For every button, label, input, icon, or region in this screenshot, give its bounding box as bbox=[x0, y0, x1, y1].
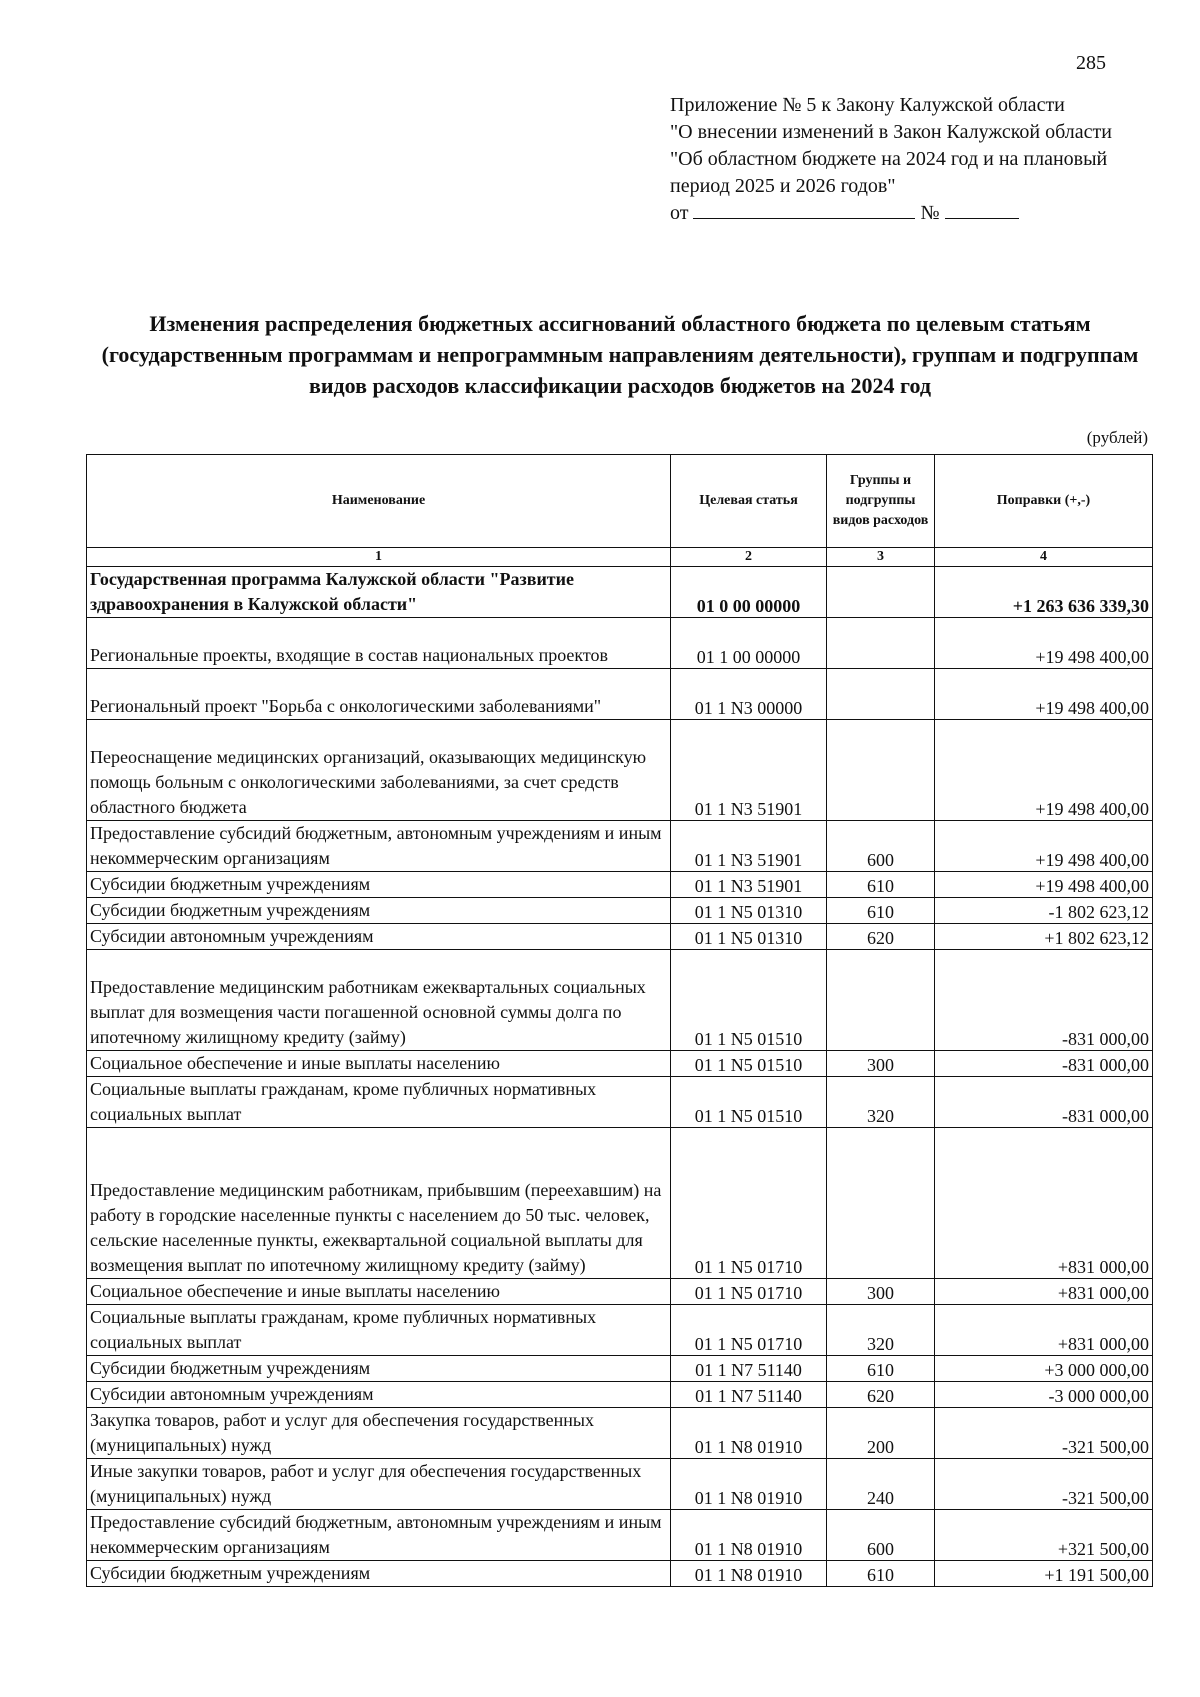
row-amount: +831 000,00 bbox=[935, 1128, 1153, 1279]
row-name: Закупка товаров, работ и услуг для обеспечения государственных (муниципальных) нужд bbox=[87, 1408, 671, 1459]
table-row bbox=[87, 1356, 1153, 1382]
row-amount: +1 191 500,00 bbox=[935, 1561, 1153, 1587]
budget-table bbox=[86, 454, 1153, 1587]
row-code: 01 1 N7 51140 bbox=[671, 1382, 827, 1408]
table-row bbox=[87, 924, 1153, 950]
row-name: Социальные выплаты гражданам, кроме публичных нормативных социальных выплат bbox=[87, 1077, 671, 1128]
row-code: 01 1 N7 51140 bbox=[671, 1356, 827, 1382]
row-name: Субсидии бюджетным учреждениям bbox=[87, 898, 671, 924]
table-row bbox=[87, 1510, 1153, 1561]
row-amount: -321 500,00 bbox=[935, 1459, 1153, 1510]
row-name: Переоснащение медицинских организаций, оказывающих медицинскую помощь больным с онкологическими заболеваниями, за счет средств областного бюджета bbox=[87, 720, 671, 821]
row-amount: -831 000,00 bbox=[935, 950, 1153, 1051]
table-row bbox=[87, 1128, 1153, 1279]
row-group: 610 bbox=[827, 898, 935, 924]
row-amount: +3 000 000,00 bbox=[935, 1356, 1153, 1382]
header-group: Группы и подгруппы видов расходов bbox=[827, 455, 935, 548]
row-name: Предоставление медицинским работникам ежеквартальных социальных выплат для возмещения части погашенной основной суммы долга по ипотечному жилищному кредиту (займу) bbox=[87, 950, 671, 1051]
row-code: 01 1 N5 01310 bbox=[671, 924, 827, 950]
row-group bbox=[827, 1128, 935, 1279]
row-group bbox=[827, 567, 935, 618]
appendix-line-1: Приложение № 5 к Закону Калужской области bbox=[670, 94, 1065, 116]
row-group bbox=[827, 669, 935, 720]
table-row bbox=[87, 898, 1153, 924]
row-name: Субсидии бюджетным учреждениям bbox=[87, 872, 671, 898]
row-name: Государственная программа Калужской области "Развитие здравоохранения в Калужской области" bbox=[87, 567, 671, 618]
table-row bbox=[87, 872, 1153, 898]
row-group: 240 bbox=[827, 1459, 935, 1510]
row-code: 01 0 00 00000 bbox=[671, 567, 827, 618]
row-amount: -321 500,00 bbox=[935, 1408, 1153, 1459]
row-name: Субсидии бюджетным учреждениям bbox=[87, 1561, 671, 1587]
table-row bbox=[87, 1279, 1153, 1305]
row-code: 01 1 N3 51901 bbox=[671, 720, 827, 821]
table-row bbox=[87, 720, 1153, 821]
row-group: 620 bbox=[827, 924, 935, 950]
table-row bbox=[87, 1561, 1153, 1587]
row-name: Субсидии автономным учреждениям bbox=[87, 924, 671, 950]
row-group: 610 bbox=[827, 1356, 935, 1382]
row-code: 01 1 N8 01910 bbox=[671, 1408, 827, 1459]
row-code: 01 1 N5 01710 bbox=[671, 1305, 827, 1356]
row-name: Предоставление субсидий бюджетным, автономным учреждениям и иным некоммерческим организациям bbox=[87, 1510, 671, 1561]
header-code: Целевая статья bbox=[671, 455, 827, 548]
row-amount: +831 000,00 bbox=[935, 1279, 1153, 1305]
row-name: Региональные проекты, входящие в состав национальных проектов bbox=[87, 618, 671, 669]
row-group: 320 bbox=[827, 1305, 935, 1356]
appendix-header bbox=[670, 92, 1170, 227]
table-row bbox=[87, 1382, 1153, 1408]
row-code: 01 1 N8 01910 bbox=[671, 1510, 827, 1561]
row-amount: +1 802 623,12 bbox=[935, 924, 1153, 950]
row-name: Предоставление медицинским работникам, прибывшим (переехавшим) на работу в городские населенные пункты с населением до 50 тыс. человек, сельские населенные пункты, ежеквартальной социальной выплаты для возмещения выплат по ипотечному жилищному кредиту (займу) bbox=[87, 1128, 671, 1279]
date-blank bbox=[693, 200, 915, 219]
table-row bbox=[87, 1408, 1153, 1459]
units-label: (рублей) bbox=[1086, 428, 1148, 447]
row-amount: +19 498 400,00 bbox=[935, 821, 1153, 872]
row-group bbox=[827, 618, 935, 669]
row-code: 01 1 N8 01910 bbox=[671, 1459, 827, 1510]
appendix-line-4: период 2025 и 2026 годов" bbox=[670, 175, 896, 197]
header-amount: Поправки (+,-) bbox=[935, 455, 1153, 548]
table-row bbox=[87, 1459, 1153, 1510]
table-row bbox=[87, 1077, 1153, 1128]
row-group: 610 bbox=[827, 1561, 935, 1587]
row-amount: +19 498 400,00 bbox=[935, 669, 1153, 720]
row-code: 01 1 N5 01710 bbox=[671, 1128, 827, 1279]
row-amount: -1 802 623,12 bbox=[935, 898, 1153, 924]
row-code: 01 1 N5 01510 bbox=[671, 1077, 827, 1128]
row-amount: +19 498 400,00 bbox=[935, 618, 1153, 669]
row-amount: -831 000,00 bbox=[935, 1077, 1153, 1128]
row-group: 200 bbox=[827, 1408, 935, 1459]
row-name: Иные закупки товаров, работ и услуг для обеспечения государственных (муниципальных) нужд bbox=[87, 1459, 671, 1510]
row-code: 01 1 N5 01510 bbox=[671, 1051, 827, 1077]
row-amount: +831 000,00 bbox=[935, 1305, 1153, 1356]
table-row bbox=[87, 669, 1153, 720]
row-amount: -831 000,00 bbox=[935, 1051, 1153, 1077]
column-number: 1 bbox=[87, 548, 671, 567]
row-code: 01 1 N8 01910 bbox=[671, 1561, 827, 1587]
row-code: 01 1 N3 51901 bbox=[671, 821, 827, 872]
row-group: 320 bbox=[827, 1077, 935, 1128]
row-group: 300 bbox=[827, 1279, 935, 1305]
table-row bbox=[87, 618, 1153, 669]
row-code: 01 1 00 00000 bbox=[671, 618, 827, 669]
column-number: 4 bbox=[935, 548, 1153, 567]
row-code: 01 1 N3 51901 bbox=[671, 872, 827, 898]
row-name: Предоставление субсидий бюджетным, автономным учреждениям и иным некоммерческим организациям bbox=[87, 821, 671, 872]
from-label: от bbox=[670, 202, 689, 224]
table-row bbox=[87, 950, 1153, 1051]
appendix-date-number-line bbox=[670, 200, 1170, 227]
row-code: 01 1 N5 01510 bbox=[671, 950, 827, 1051]
row-name: Субсидии автономным учреждениям bbox=[87, 1382, 671, 1408]
row-name: Социальное обеспечение и иные выплаты населению bbox=[87, 1279, 671, 1305]
row-group bbox=[827, 720, 935, 821]
row-group: 600 bbox=[827, 821, 935, 872]
row-name: Региональный проект "Борьба с онкологическими заболеваниями" bbox=[87, 669, 671, 720]
row-name: Социальные выплаты гражданам, кроме публичных нормативных социальных выплат bbox=[87, 1305, 671, 1356]
row-code: 01 1 N5 01310 bbox=[671, 898, 827, 924]
table-row bbox=[87, 1305, 1153, 1356]
table-row bbox=[87, 1051, 1153, 1077]
row-group: 620 bbox=[827, 1382, 935, 1408]
column-number: 3 bbox=[827, 548, 935, 567]
row-name: Социальное обеспечение и иные выплаты населению bbox=[87, 1051, 671, 1077]
row-amount: +19 498 400,00 bbox=[935, 720, 1153, 821]
appendix-line-3: "Об областном бюджете на 2024 год и на плановый bbox=[670, 148, 1108, 170]
column-number: 2 bbox=[671, 548, 827, 567]
page-number: 285 bbox=[1076, 52, 1106, 74]
row-amount: +321 500,00 bbox=[935, 1510, 1153, 1561]
row-code: 01 1 N3 00000 bbox=[671, 669, 827, 720]
row-name: Субсидии бюджетным учреждениям bbox=[87, 1356, 671, 1382]
row-amount: -3 000 000,00 bbox=[935, 1382, 1153, 1408]
header-name: Наименование bbox=[87, 455, 671, 548]
number-label: № bbox=[920, 202, 940, 224]
row-group: 610 bbox=[827, 872, 935, 898]
document-title: Изменения распределения бюджетных ассигнований областного бюджета по целевым статьям (государственным программам и непрограммным направлениям деятельности), группам и подгруппам видов расходов классификации расходов бюджетов на 2024 год bbox=[101, 311, 1139, 398]
row-group bbox=[827, 950, 935, 1051]
table-row bbox=[87, 821, 1153, 872]
row-amount: +19 498 400,00 bbox=[935, 872, 1153, 898]
row-group: 600 bbox=[827, 1510, 935, 1561]
row-code: 01 1 N5 01710 bbox=[671, 1279, 827, 1305]
number-blank bbox=[945, 200, 1019, 219]
row-group: 300 bbox=[827, 1051, 935, 1077]
row-amount: +1 263 636 339,30 bbox=[935, 567, 1153, 618]
appendix-line-2: "О внесении изменений в Закон Калужской области bbox=[670, 121, 1112, 143]
table-row bbox=[87, 567, 1153, 618]
